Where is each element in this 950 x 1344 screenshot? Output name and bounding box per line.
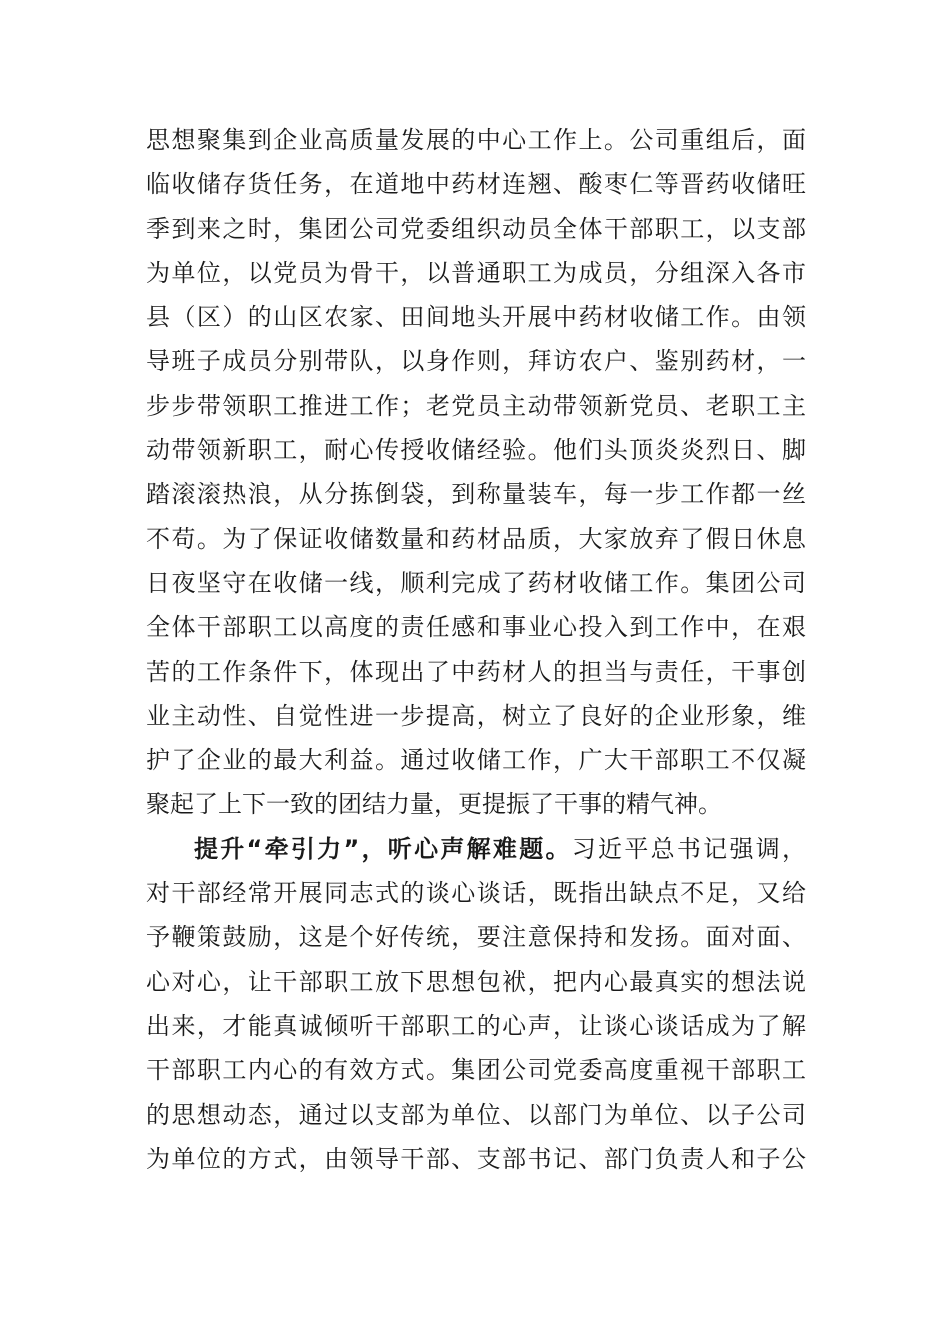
text-line: 心对心，让干部职工放下思想包袱，把内心最真实的想法说 [146, 967, 806, 996]
text-line: 全体干部职工以高度的责任感和事业心投入到工作中，在艰 [146, 613, 806, 642]
text-line: 干部职工内心的有效方式。集团公司党委高度重视干部职工 [146, 1056, 806, 1085]
text-line: 不苟。为了保证收储数量和药材品质，大家放弃了假日休息 [146, 524, 806, 553]
text-line: 出来，才能真诚倾听干部职工的心声，让谈心谈话成为了解 [146, 1011, 806, 1040]
text-line: 临收储存货任务，在道地中药材连翘、酸枣仁等晋药收储旺 [146, 170, 806, 199]
text-line: 对干部经常开展同志式的谈心谈话，既指出缺点不足，又给 [146, 879, 806, 908]
text-line: 予鞭策鼓励，这是个好传统，要注意保持和发扬。面对面、 [146, 923, 806, 952]
text-line: 踏滚滚热浪，从分拣倒袋，到称量装车，每一步工作都一丝 [146, 480, 806, 509]
text-line: 步步带领职工推进工作；老党员主动带领新党员、老职工主 [146, 391, 806, 420]
text-line: 县（区）的山区农家、田间地头开展中药材收储工作。由领 [146, 303, 806, 332]
text-line: 思想聚集到企业高质量发展的中心工作上。公司重组后，面 [146, 126, 806, 154]
heading-line-rest: 习近平总书记强调， [571, 834, 807, 863]
paragraph-heading: 提升“牵引力”，听心声解难题。 [194, 834, 572, 863]
text-line: 动带领新职工，耐心传授收储经验。他们头顶炎炎烈日、脚 [146, 436, 806, 465]
text-line: 业主动性、自觉性进一步提高，树立了良好的企业形象，维 [146, 701, 806, 730]
paragraph-first-line [146, 827, 806, 871]
text-line: 护了企业的最大利益。通过收储工作，广大干部职工不仅凝 [146, 746, 806, 775]
text-line: 聚起了上下一致的团结力量，更提振了干事的精气神。 [146, 790, 722, 819]
paragraph-2 [146, 827, 806, 1181]
body-text [146, 118, 806, 1181]
text-line: 为单位，以党员为骨干，以普通职工为成员，分组深入各市 [146, 258, 806, 287]
text-line: 季到来之时，集团公司党委组织动员全体干部职工，以支部 [146, 214, 806, 243]
paragraph-1 [146, 118, 806, 827]
text-line: 日夜坚守在收储一线，顺利完成了药材收储工作。集团公司 [146, 568, 806, 597]
text-line: 导班子成员分别带队，以身作则，拜访农户、鉴别药材，一 [146, 347, 806, 376]
text-line: 的思想动态，通过以支部为单位、以部门为单位、以子公司 [146, 1100, 806, 1129]
text-line: 苦的工作条件下，体现出了中药材人的担当与责任，干事创 [146, 657, 806, 686]
text-line: 为单位的方式，由领导干部、支部书记、部门负责人和子公 [146, 1144, 806, 1173]
